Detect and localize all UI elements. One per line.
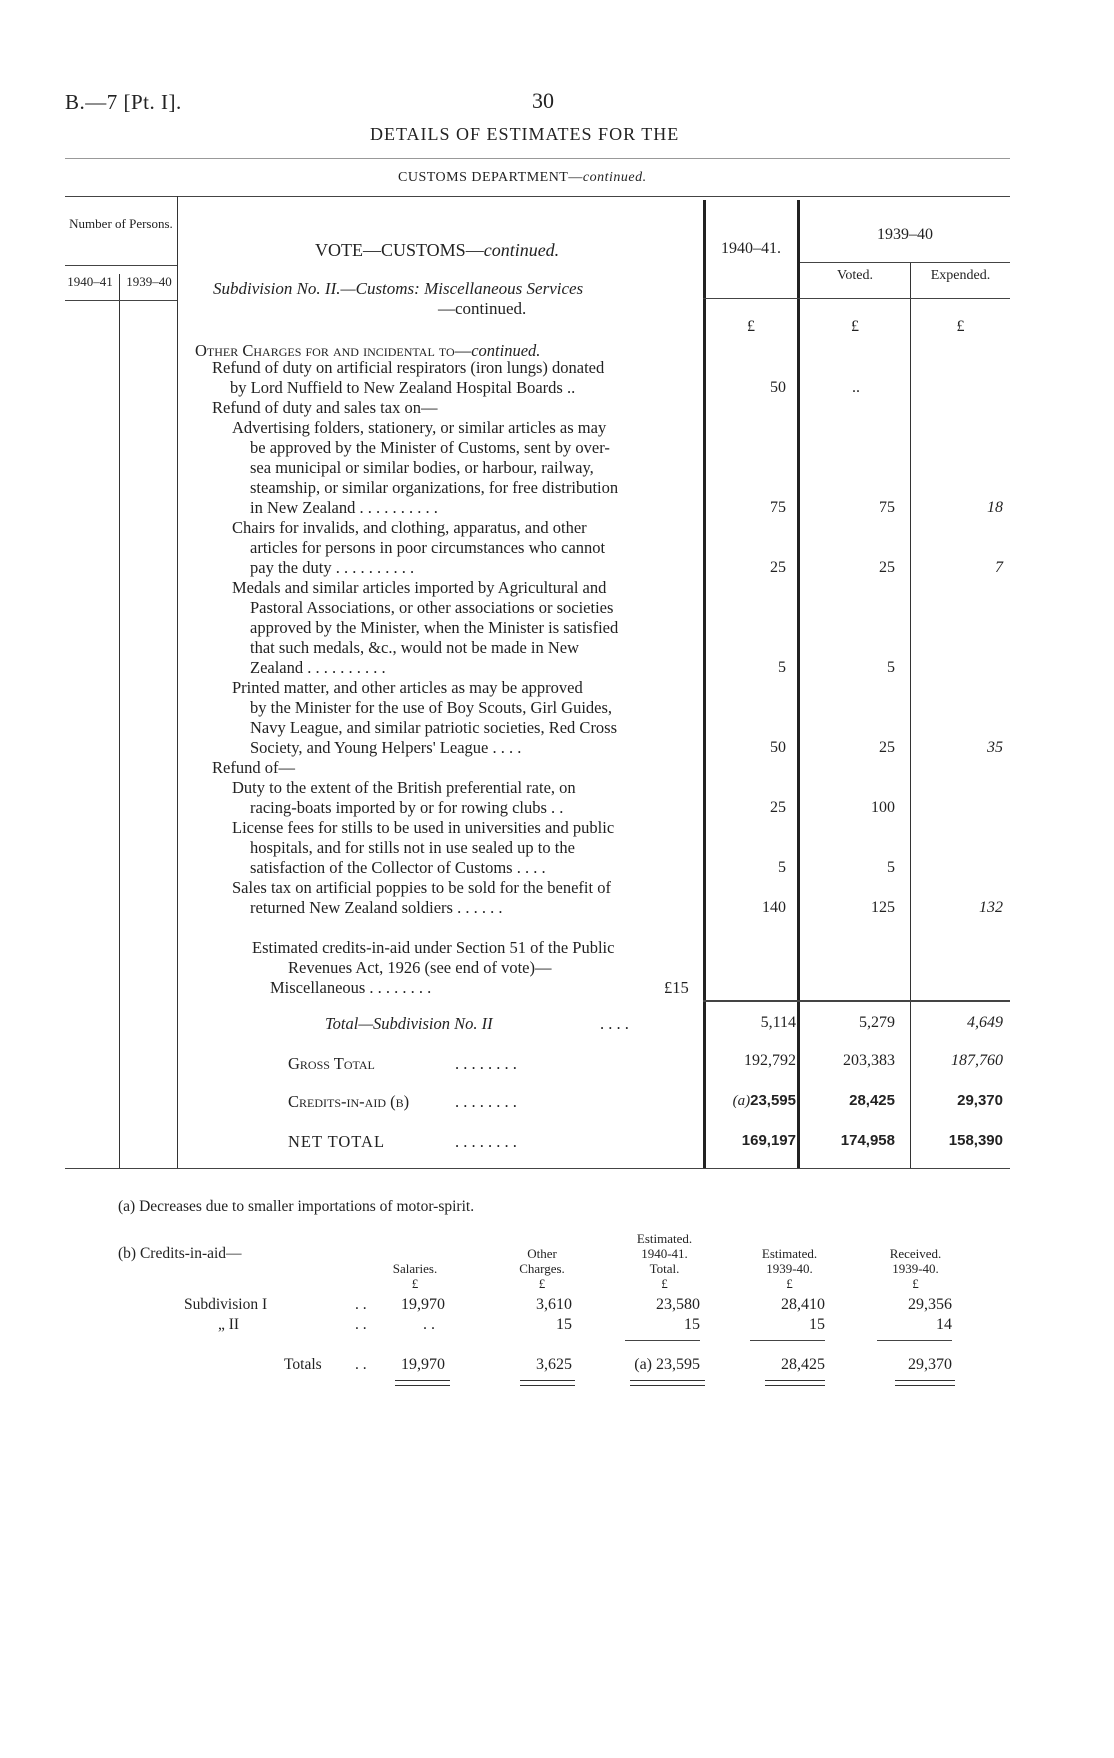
pound-sign-expended: £ (956, 318, 965, 335)
sum-rule (625, 1340, 700, 1341)
credits-total-received-1939: 29,370 (908, 1356, 952, 1373)
credits-col-estimated-1940: Estimated. 1940-41. Total. £ (636, 1231, 693, 1291)
gross-total-expended: 187,760 (951, 1052, 1003, 1069)
amount-current: 5 (778, 859, 786, 876)
item-racing-boats: Duty to the extent of the British preferential rate, on racing-boats imported by or for rowing clubs . . (232, 778, 576, 817)
item-stills-license: License fees for stills to be used in universities and public hospitals, and for stills not in use sealed up to the satisfaction of the Collector of Customs . . . . (232, 818, 615, 877)
persons-column-divider (177, 196, 178, 1168)
credits-estimated-1939: 15 (809, 1316, 825, 1333)
sum-rule (750, 1340, 825, 1341)
credits-col-other-charges: Other Charges. £ (519, 1246, 565, 1291)
subtotal-rule (703, 1000, 1010, 1002)
item-medals: Medals and similar articles imported by Agricultural and Pastoral Associations, or other associations or societies approved by the Minister, when the Minister is satisfied that such medals, &c., would not be made in New Zealand . . . . . . . . . . (232, 578, 619, 677)
subdivision-continued: —continued. (438, 299, 527, 318)
credits-estimated-1940: 15 (684, 1316, 700, 1333)
gross-total-current: 192,792 (744, 1052, 796, 1069)
amount-header-rule (703, 298, 1010, 299)
leader-dots: . . . . . . . . (455, 1132, 517, 1151)
gross-total-voted: 203,383 (843, 1052, 895, 1069)
item-refund-heading: Refund of duty and sales tax on— (212, 398, 438, 417)
total-subdivision-voted: 5,279 (859, 1014, 895, 1031)
amount-voted: 75 (879, 499, 895, 516)
item-printed-matter: Printed matter, and other articles as may be approved by the Minister for the use of Boy Scouts, Girl Guides, Navy League, and similar patriotic societies, Red Cross Society, and Young Helpers' League . . . . (232, 678, 618, 757)
amount-expended: 35 (987, 739, 1003, 756)
amount-voted: 125 (871, 899, 895, 916)
amount-current: 140 (762, 899, 786, 916)
page-title: DETAILS OF ESTIMATES FOR THE (370, 124, 680, 144)
item-chairs-for-invalids: Chairs for invalids, and clothing, apparatus, and other articles for persons in poor circumstances who cannot pay the duty . . . . . . . . . . (232, 518, 606, 577)
credits-total-estimated-1940: (a) 23,595 (634, 1356, 700, 1373)
subdivision-title: Subdivision No. II.—Customs: Miscellaneous Services (213, 279, 584, 298)
credits-totals-label: Totals (284, 1356, 322, 1373)
credits-col-estimated-1939: Estimated. 1939-40. £ (761, 1246, 818, 1291)
gross-total-label: Gross Total (288, 1054, 375, 1073)
persons-year-1: 1940–41 (67, 274, 113, 289)
credits-total-estimated-1939: 28,425 (781, 1356, 825, 1373)
credits-received-1939: 14 (936, 1316, 952, 1333)
credits-estimated-1939: 28,410 (781, 1296, 825, 1313)
credits-row-label: „ II (218, 1316, 240, 1333)
amount-expended: 18 (987, 499, 1003, 516)
amount-current: 50 (770, 739, 786, 756)
leader-dots: . . . . . . . . (455, 1054, 517, 1073)
credits-estimated-1940: 23,580 (656, 1296, 700, 1313)
amount-current: 25 (770, 799, 786, 816)
net-total-voted: 174,958 (840, 1132, 895, 1149)
amount-voted: 5 (887, 659, 895, 676)
document-reference: B.—7 [Pt. I]. (65, 90, 182, 114)
credits-in-aid-note: Estimated credits-in-aid under Section 51 of the Public Revenues Act, 1926 (see end of vote)— Miscellaneous . . . . . . . . £15 (252, 938, 689, 997)
persons-header-rule-bottom (65, 300, 177, 301)
credits-row-label: Subdivision I (184, 1296, 268, 1313)
credits-col-received-1939: Received. 1939-40. £ (889, 1246, 942, 1291)
credits-salaries: 19,970 (401, 1296, 445, 1313)
credits-in-aid-voted: 28,425 (849, 1092, 895, 1109)
current-year-header: 1940–41. (721, 240, 781, 257)
amount-voted: .. (852, 379, 860, 396)
header-rule (65, 158, 1010, 159)
amount-current: 25 (770, 559, 786, 576)
credits-in-aid-current: (a)23,595 (732, 1092, 796, 1109)
leader-dots: . . (355, 1356, 367, 1373)
vote-title: VOTE—CUSTOMS—continued. (315, 240, 560, 260)
sum-rule (877, 1340, 952, 1341)
net-total-current: 169,197 (741, 1132, 796, 1149)
amount-voted: 25 (879, 739, 895, 756)
footnote-b-label: (b) Credits-in-aid— (118, 1245, 242, 1262)
leader-dots: . . . . (600, 1014, 629, 1033)
credits-salaries: . . (423, 1316, 435, 1333)
credits-total-salaries: 19,970 (401, 1356, 445, 1373)
amount-current: 75 (770, 499, 786, 516)
item-artificial-poppies: Sales tax on artificial poppies to be sold for the benefit of returned New Zealand soldiers . . . . . . (232, 878, 611, 917)
credits-col-salaries: Salaries. £ (392, 1261, 438, 1291)
amount-current: 5 (778, 659, 786, 676)
persons-header-rule-top (65, 265, 177, 266)
credits-other-charges: 15 (556, 1316, 572, 1333)
amount-current: 50 (770, 379, 786, 396)
double-rule (765, 1380, 825, 1386)
item-iron-lungs: Refund of duty on artificial respirators (iron lungs) donated by Lord Nuffield to New Zealand Hospital Boards .. (212, 358, 605, 397)
expended-column-left-rule (910, 262, 911, 1168)
total-subdivision-label: Total—Subdivision No. II (325, 1014, 493, 1033)
table-top-rule (65, 196, 1010, 197)
pound-sign-current: £ (747, 318, 755, 335)
page-number: 30 (532, 88, 554, 113)
item-refund-of-heading: Refund of— (212, 758, 295, 777)
amount-voted: 25 (879, 559, 895, 576)
double-rule (520, 1380, 575, 1386)
net-total-expended: 158,390 (948, 1132, 1003, 1149)
pound-sign-voted: £ (851, 318, 859, 335)
table-bottom-rule (65, 1168, 1010, 1169)
leader-dots: . . . . . . . . (455, 1092, 517, 1111)
section-heading: Other Charges for and incidental to—continued. (195, 341, 541, 360)
amount-voted: 5 (887, 859, 895, 876)
credits-in-aid-label: Credits-in-aid (b) (288, 1092, 410, 1111)
leader-dots: . . (355, 1316, 367, 1333)
double-rule (895, 1380, 955, 1386)
credits-in-aid-expended: 29,370 (957, 1092, 1003, 1109)
footnote-a: (a) Decreases due to smaller importations of motor-spirit. (118, 1198, 475, 1215)
item-advertising-folders: Advertising folders, stationery, or similar articles as may be approved by the Minister of Customs, sent by over- sea municipal or similar bodies, or harbour, railway, steamship, or similar organizations, for free distribution in New Zealand . . . . . . . . . . (232, 418, 619, 517)
amount-voted: 100 (871, 799, 895, 816)
persons-label: Number of Persons. (69, 216, 173, 231)
persons-year-divider (119, 274, 120, 1168)
credits-total-other-charges: 3,625 (536, 1356, 572, 1373)
credits-received-1939: 29,356 (908, 1296, 952, 1313)
department-heading: CUSTOMS DEPARTMENT—continued. (398, 170, 647, 185)
voted-header: Voted. (837, 268, 873, 283)
amount-expended: 7 (995, 559, 1003, 576)
previous-year-header: 1939–40 (877, 226, 933, 243)
persons-year-2: 1939–40 (126, 274, 172, 289)
total-subdivision-current: 5,114 (760, 1014, 796, 1031)
leader-dots: . . (355, 1296, 367, 1313)
net-total-label: NET TOTAL (288, 1132, 386, 1151)
previous-year-rule (800, 262, 1010, 263)
total-subdivision-expended: 4,649 (967, 1014, 1003, 1031)
amount-expended: 132 (979, 899, 1003, 916)
credits-other-charges: 3,610 (536, 1296, 572, 1313)
double-rule (395, 1380, 450, 1386)
double-rule (630, 1380, 705, 1386)
expended-header: Expended. (930, 268, 991, 283)
